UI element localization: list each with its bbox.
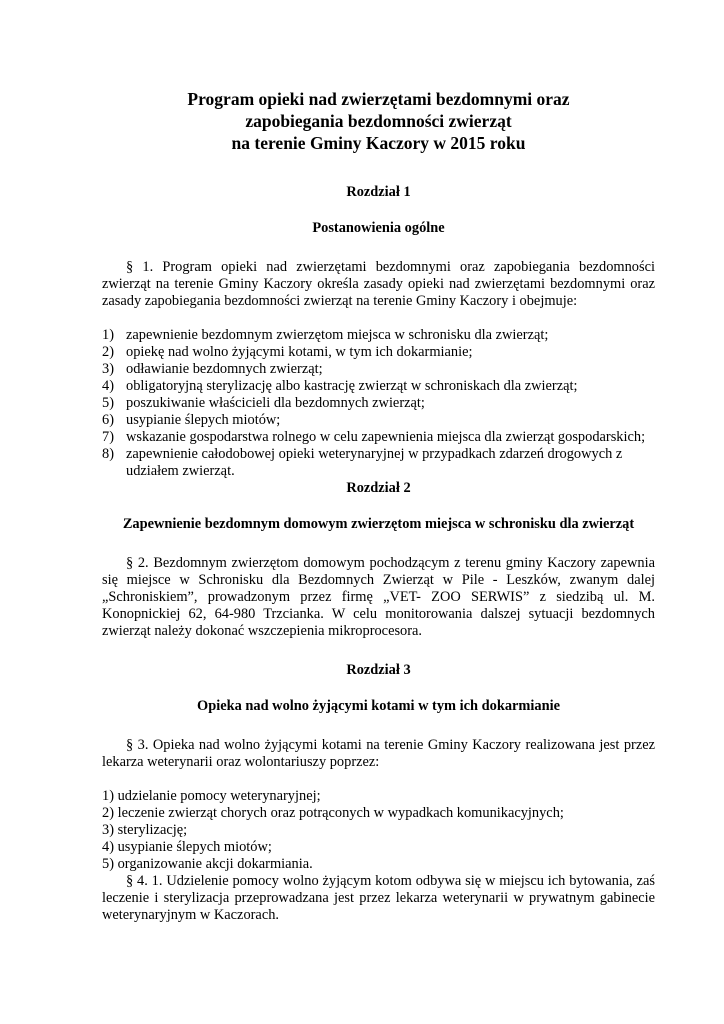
section-3-paragraph: § 3. Opieka nad wolno żyjącymi kotami na terenie Gminy Kaczory realizowana jest przez lekarza weterynarii oraz wolontariuszy poprzez: <box>102 737 655 770</box>
chapter-1-label: Rozdział 1 <box>346 184 411 200</box>
chapter-3-heading: Opieka nad wolno żyjącymi kotami w tym ich dokarmianie <box>197 698 560 714</box>
list-number: 7) <box>102 429 114 445</box>
list-number: 6) <box>102 412 114 428</box>
list-item: 2) leczenie zwierząt chorych oraz potrąconych w wypadkach komunikacyjnych; <box>102 805 564 821</box>
list-item: 1) udzielanie pomocy weterynaryjnej; <box>102 788 321 804</box>
list-item: 5) organizowanie akcji dokarmiania. <box>102 856 313 872</box>
list-item <box>102 446 655 480</box>
title-line-2: zapobiegania bezdomności zwierząt <box>245 111 512 131</box>
section-1-paragraph: § 1. Program opieki nad zwierzętami bezdomnymi oraz zapobiegania bezdomności zwierząt na terenie Gminy Kaczory określa zasady opieki nad zwierzętami bezdomnymi oraz zasady zapobiegania bezdomności zwierząt na terenie Gminy Kaczory i obejmuje: <box>102 259 655 309</box>
chapter-3-label: Rozdział 3 <box>346 662 411 678</box>
list-item <box>102 395 655 412</box>
list-text: zapewnienie całodobowej opieki weterynaryjnej w przypadkach zdarzeń drogowych z udziałem zwierząt. <box>126 446 623 479</box>
list-text: obligatoryjną sterylizację albo kastrację zwierząt w schroniskach dla zwierząt; <box>126 378 578 394</box>
section-3-list <box>102 788 655 873</box>
list-item <box>102 378 655 395</box>
document-body <box>102 88 655 924</box>
title-line-1: Program opieki nad zwierzętami bezdomnymi oraz <box>187 89 570 109</box>
chapter-2-heading: Zapewnienie bezdomnym domowym zwierzętom miejsca w schronisku dla zwierząt <box>122 516 635 532</box>
list-text: wskazanie gospodarstwa rolnego w celu zapewnienia miejsca dla zwierząt gospodarskich; <box>126 429 646 445</box>
section-1-list <box>102 327 655 480</box>
title-line-3: na terenie Gminy Kaczory w 2015 roku <box>231 133 526 153</box>
list-text: zapewnienie bezdomnym zwierzętom miejsca w schronisku dla zwierząt; <box>126 327 549 343</box>
list-item <box>102 429 655 446</box>
chapter-2-label: Rozdział 2 <box>346 480 411 496</box>
list-number: 4) <box>102 378 114 394</box>
list-number: 1) <box>102 327 114 343</box>
list-item <box>102 344 655 361</box>
list-text: odławianie bezdomnych zwierząt; <box>126 361 323 377</box>
list-item: 4) usypianie ślepych miotów; <box>102 839 272 855</box>
section-4-paragraph: § 4. 1. Udzielenie pomocy wolno żyjącym kotom odbywa się w miejscu ich bytowania, zaś leczenie i sterylizacja przeprowadzana jest przez lekarza weterynarii w prywatnym gabinecie weterynaryjnym w Kaczorach. <box>102 873 655 923</box>
list-text: usypianie ślepych miotów; <box>126 412 281 428</box>
list-number: 3) <box>102 361 114 377</box>
list-number: 5) <box>102 395 114 411</box>
list-item <box>102 412 655 429</box>
document-title <box>102 88 655 154</box>
list-item <box>102 361 655 378</box>
section-2-paragraph: § 2. Bezdomnym zwierzętom domowym pochodzącym z terenu gminy Kaczory zapewnia się miejsce w Schronisku dla Bezdomnych Zwierząt w Pile - Leszków, zwanym dalej „Schroniskiem”, prowadzonym przez firmę „VET- ZOO SERWIS” z siedzibą ul. M. Konopnickiej 62, 64-980 Trzcianka. W celu monitorowania dalszej sytuacji bezdomnych zwierząt należy dokonać wszczepienia mikroprocesora. <box>102 555 655 639</box>
list-text: poszukiwanie właścicieli dla bezdomnych zwierząt; <box>126 395 425 411</box>
list-text: opiekę nad wolno żyjącymi kotami, w tym ich dokarmianie; <box>126 344 473 360</box>
list-number: 8) <box>102 446 114 462</box>
chapter-1-heading: Postanowienia ogólne <box>312 220 445 236</box>
list-item: 3) sterylizację; <box>102 822 188 838</box>
list-item <box>102 327 655 344</box>
list-number: 2) <box>102 344 114 360</box>
